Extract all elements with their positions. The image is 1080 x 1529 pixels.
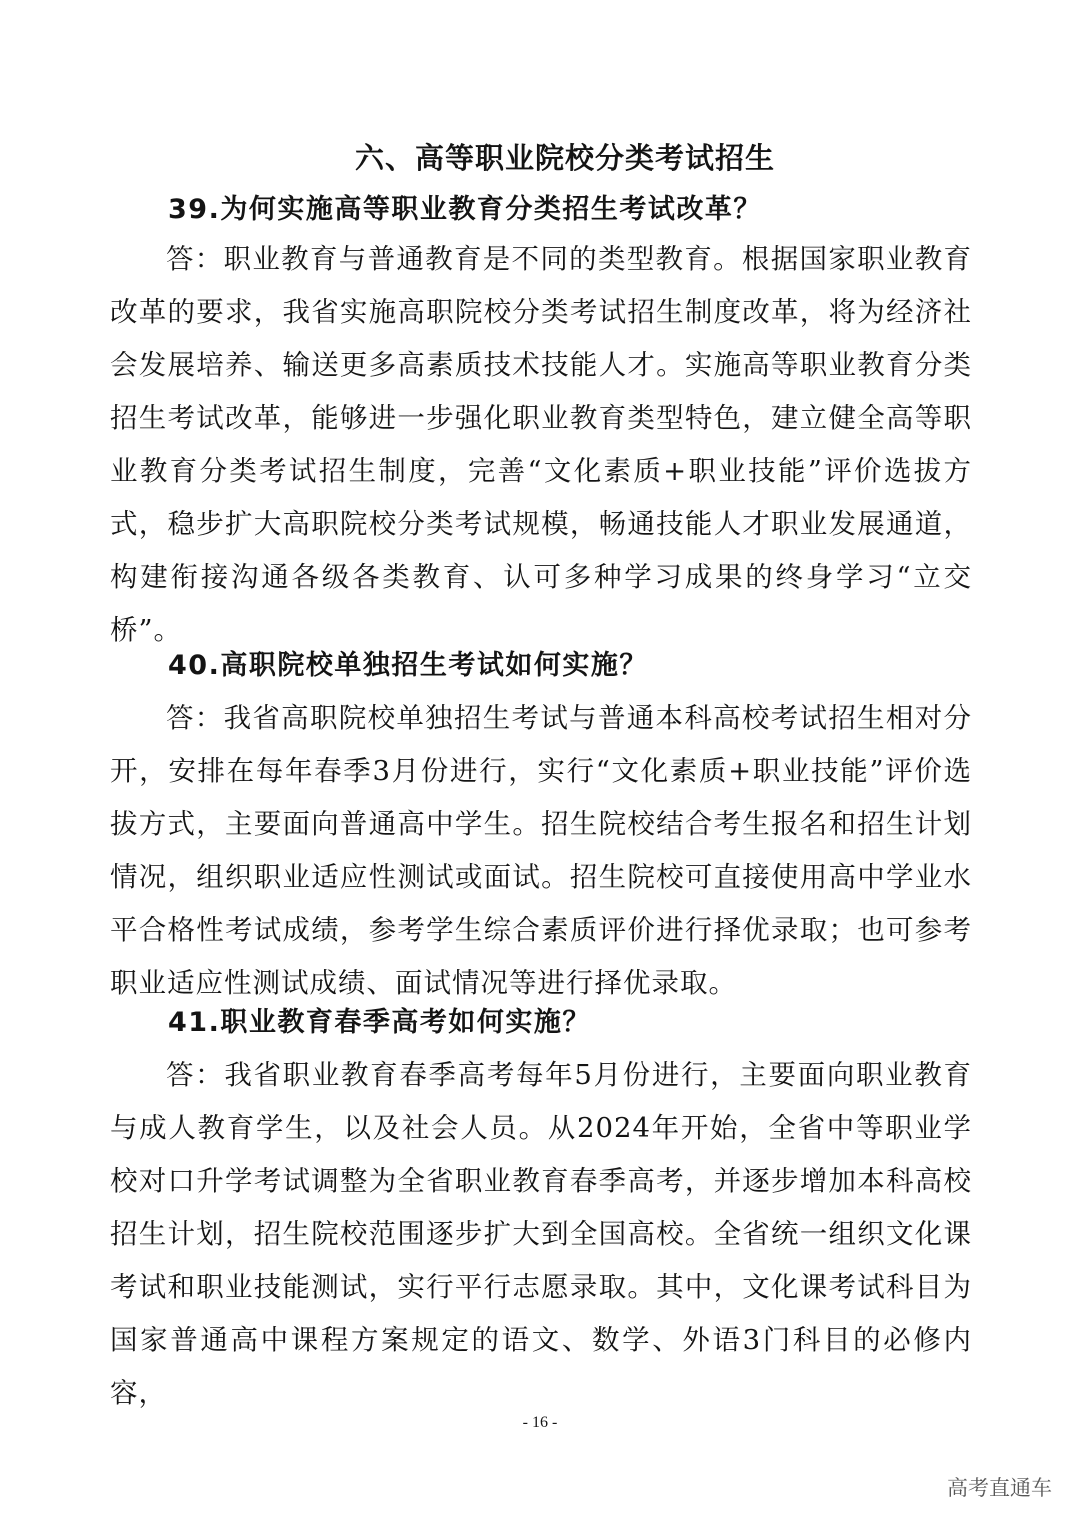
watermark-text: 高考直通车: [947, 1476, 1052, 1500]
question-41-heading: 41.职业教育春季高考如何实施？: [168, 1007, 591, 1038]
question-40-answer: 答：我省高职院校单独招生考试与普通本科高校考试招生相对分开，安排在每年春季3月份进行，实行“文化素质+职业技能”评价选拔方式，主要面向普通高中学生。招生院校结合考生报名和招生计划情况，组织职业适应性测试或面试。招生院校可直接使用高中学业水平合格性考试成绩，参考学生综合素质评价进行择优录取；也可参考职业适应性测试成绩、面试情况等进行择优录取。: [110, 702, 972, 999]
question-39-answer: 答：职业教育与普通教育是不同的类型教育。根据国家职业教育改革的要求，我省实施高职院校分类考试招生制度改革，将为经济社会发展培养、输送更多高素质技术技能人才。实施高等职业教育分类招生考试改革，能够进一步强化职业教育类型特色，建立健全高等职业教育分类考试招生制度，完善“文化素质+职业技能”评价选拔方式，稳步扩大高职院校分类考试规模，畅通技能人才职业发展通道，构建衔接沟通各级各类教育、认可多种学习成果的终身学习“立交桥”。: [110, 243, 972, 646]
section-title: 六、高等职业院校分类考试招生: [354, 141, 775, 175]
question-40-heading: 40.高职院校单独招生考试如何实施？: [168, 650, 648, 681]
page-number: - 16 -: [522, 1414, 558, 1431]
question-41-answer: 答：我省职业教育春季高考每年5月份进行，主要面向职业教育与成人教育学生，以及社会人员。从2024年开始，全省中等职业学校对口升学考试调整为全省职业教育春季高考，并逐步增加本科高校招生计划，招生院校范围逐步扩大到全国高校。全省统一组织文化课考试和职业技能测试，实行平行志愿录取。其中，文化课考试科目为国家普通高中课程方案规定的语文、数学、外语3门科目的必修内容，: [110, 1059, 972, 1409]
question-39-heading: 39.为何实施高等职业教育分类招生考试改革？: [168, 194, 762, 225]
